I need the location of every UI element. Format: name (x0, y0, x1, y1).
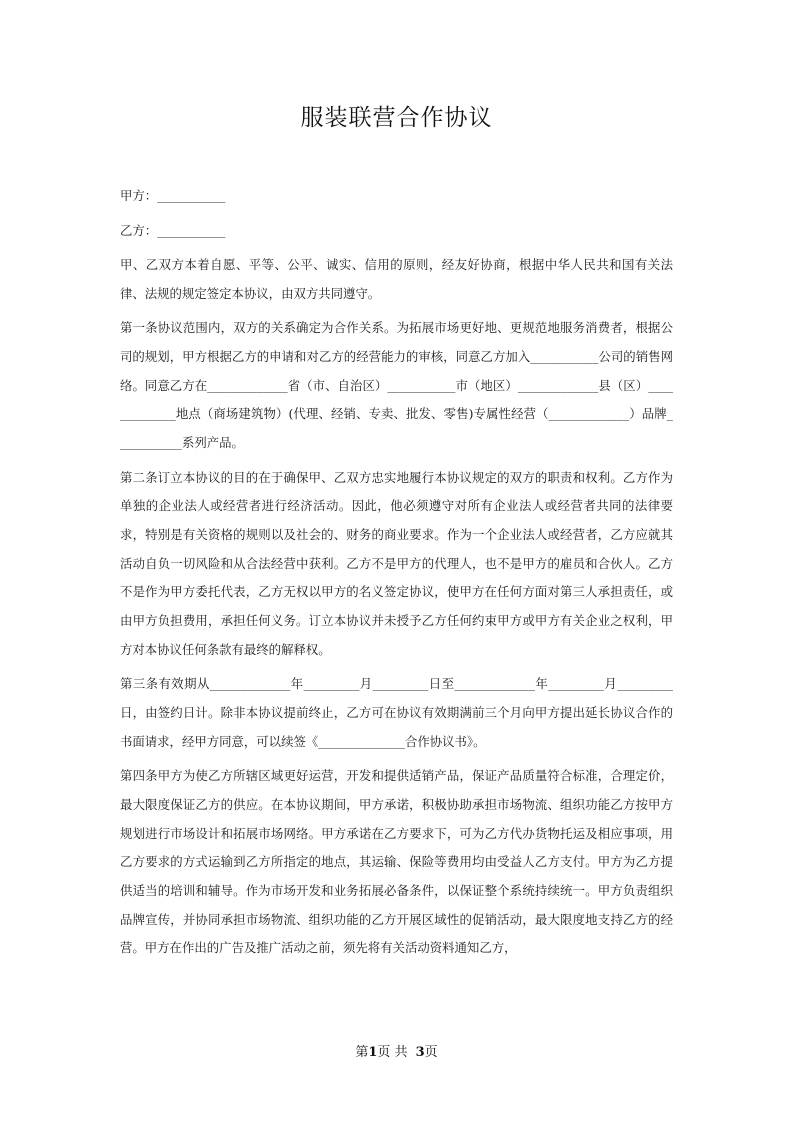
footer-total-pages: 3 (415, 1045, 425, 1060)
article-1-paragraph: 第一条协议范围内，双方的关系确定为合作关系。为拓展市场更好地、更规范地服务消费者，根据公司的规划，甲方根据乙方的申请和对乙方的经营能力的审核，同意乙方加入___________公司的销售网络。同意乙方在_____________省（市、自治区）___________市（地区）_____________县（区）_____________地点（商场建筑物）(代理、经销、专卖、批发、零售)专属性经营（_____________）品牌___________系列产品。 (120, 320, 673, 451)
article-4-paragraph: 第四条甲方为使乙方所辖区域更好运营，开发和提供适销产品，保证产品质量符合标准，合理定价，最大限度保证乙方的供应。在本协议期间，甲方承诺，积极协助承担市场物流、组织功能乙方按甲方规划进行市场设计和拓展市场网络。甲方承诺在乙方要求下，可为乙方代办货物托运及相应事项，用乙方要求的方式运输到乙方所指定的地点，其运输、保险等费用均由受益人乙方支付。甲方为乙方提供适当的培训和辅导。作为市场开发和业务拓展必备条件，以保证整个系统持续统一。甲方负责组织品牌宣传，并协同承担市场物流、组织功能的乙方开展区域性的促销活动，最大限度地支持乙方的经营。甲方在作出的广告及推广活动之前，须先将有关活动资料通知乙方， (120, 768, 673, 956)
footer-prefix: 第 (355, 1045, 369, 1060)
document-title: 服装联营合作协议 (300, 105, 493, 131)
party-a-line: 甲方：___________ (120, 188, 226, 203)
footer-middle: 页 共 (377, 1045, 408, 1060)
article-3-paragraph: 第三条有效期从_____________年_________月_________日至_____________年_________月_________日，由签约日计。除非本协议提前终止，乙方可在协议有效期满前三个月向甲方提出延长协议合作的书面请求，经甲方同意，可以续签《______________合作协议书》。 (120, 676, 673, 749)
article-2-paragraph: 第二条订立本协议的目的在于确保甲、乙双方忠实地履行本协议规定的双方的职责和权利。乙方作为单独的企业法人或经营者进行经济活动。因此，他必须遵守对所有企业法人或经营者共同的法律要求，特别是有关资格的规则以及社会的、财务的商业要求。作为一个企业法人或经营者，乙方应就其活动自负一切风险和从合法经营中获利。乙方不是甲方的代理人，也不是甲方的雇员和合伙人。乙方不是作为甲方委托代表，乙方无权以甲方的名义签定协议，使甲方在任何方面对第三人承担责任，或由甲方负担费用，承担任何义务。订立本协议并未授予乙方任何约束甲方或甲方有关企业之权利，甲方对本协议任何条款有最终的解释权。 (120, 469, 673, 657)
document-body (120, 182, 673, 969)
footer-page-number: 1 (368, 1045, 378, 1060)
footer-suffix: 页 (424, 1045, 438, 1060)
preamble-paragraph: 甲、乙双方本着自愿、平等、公平、诚实、信用的原则，经友好协商，根据中华人民共和国有关法律、法规的规定签定本协议，由双方共同遵守。 (120, 257, 673, 301)
party-b-line: 乙方：___________ (120, 222, 226, 238)
page-footer (0, 1041, 793, 1060)
